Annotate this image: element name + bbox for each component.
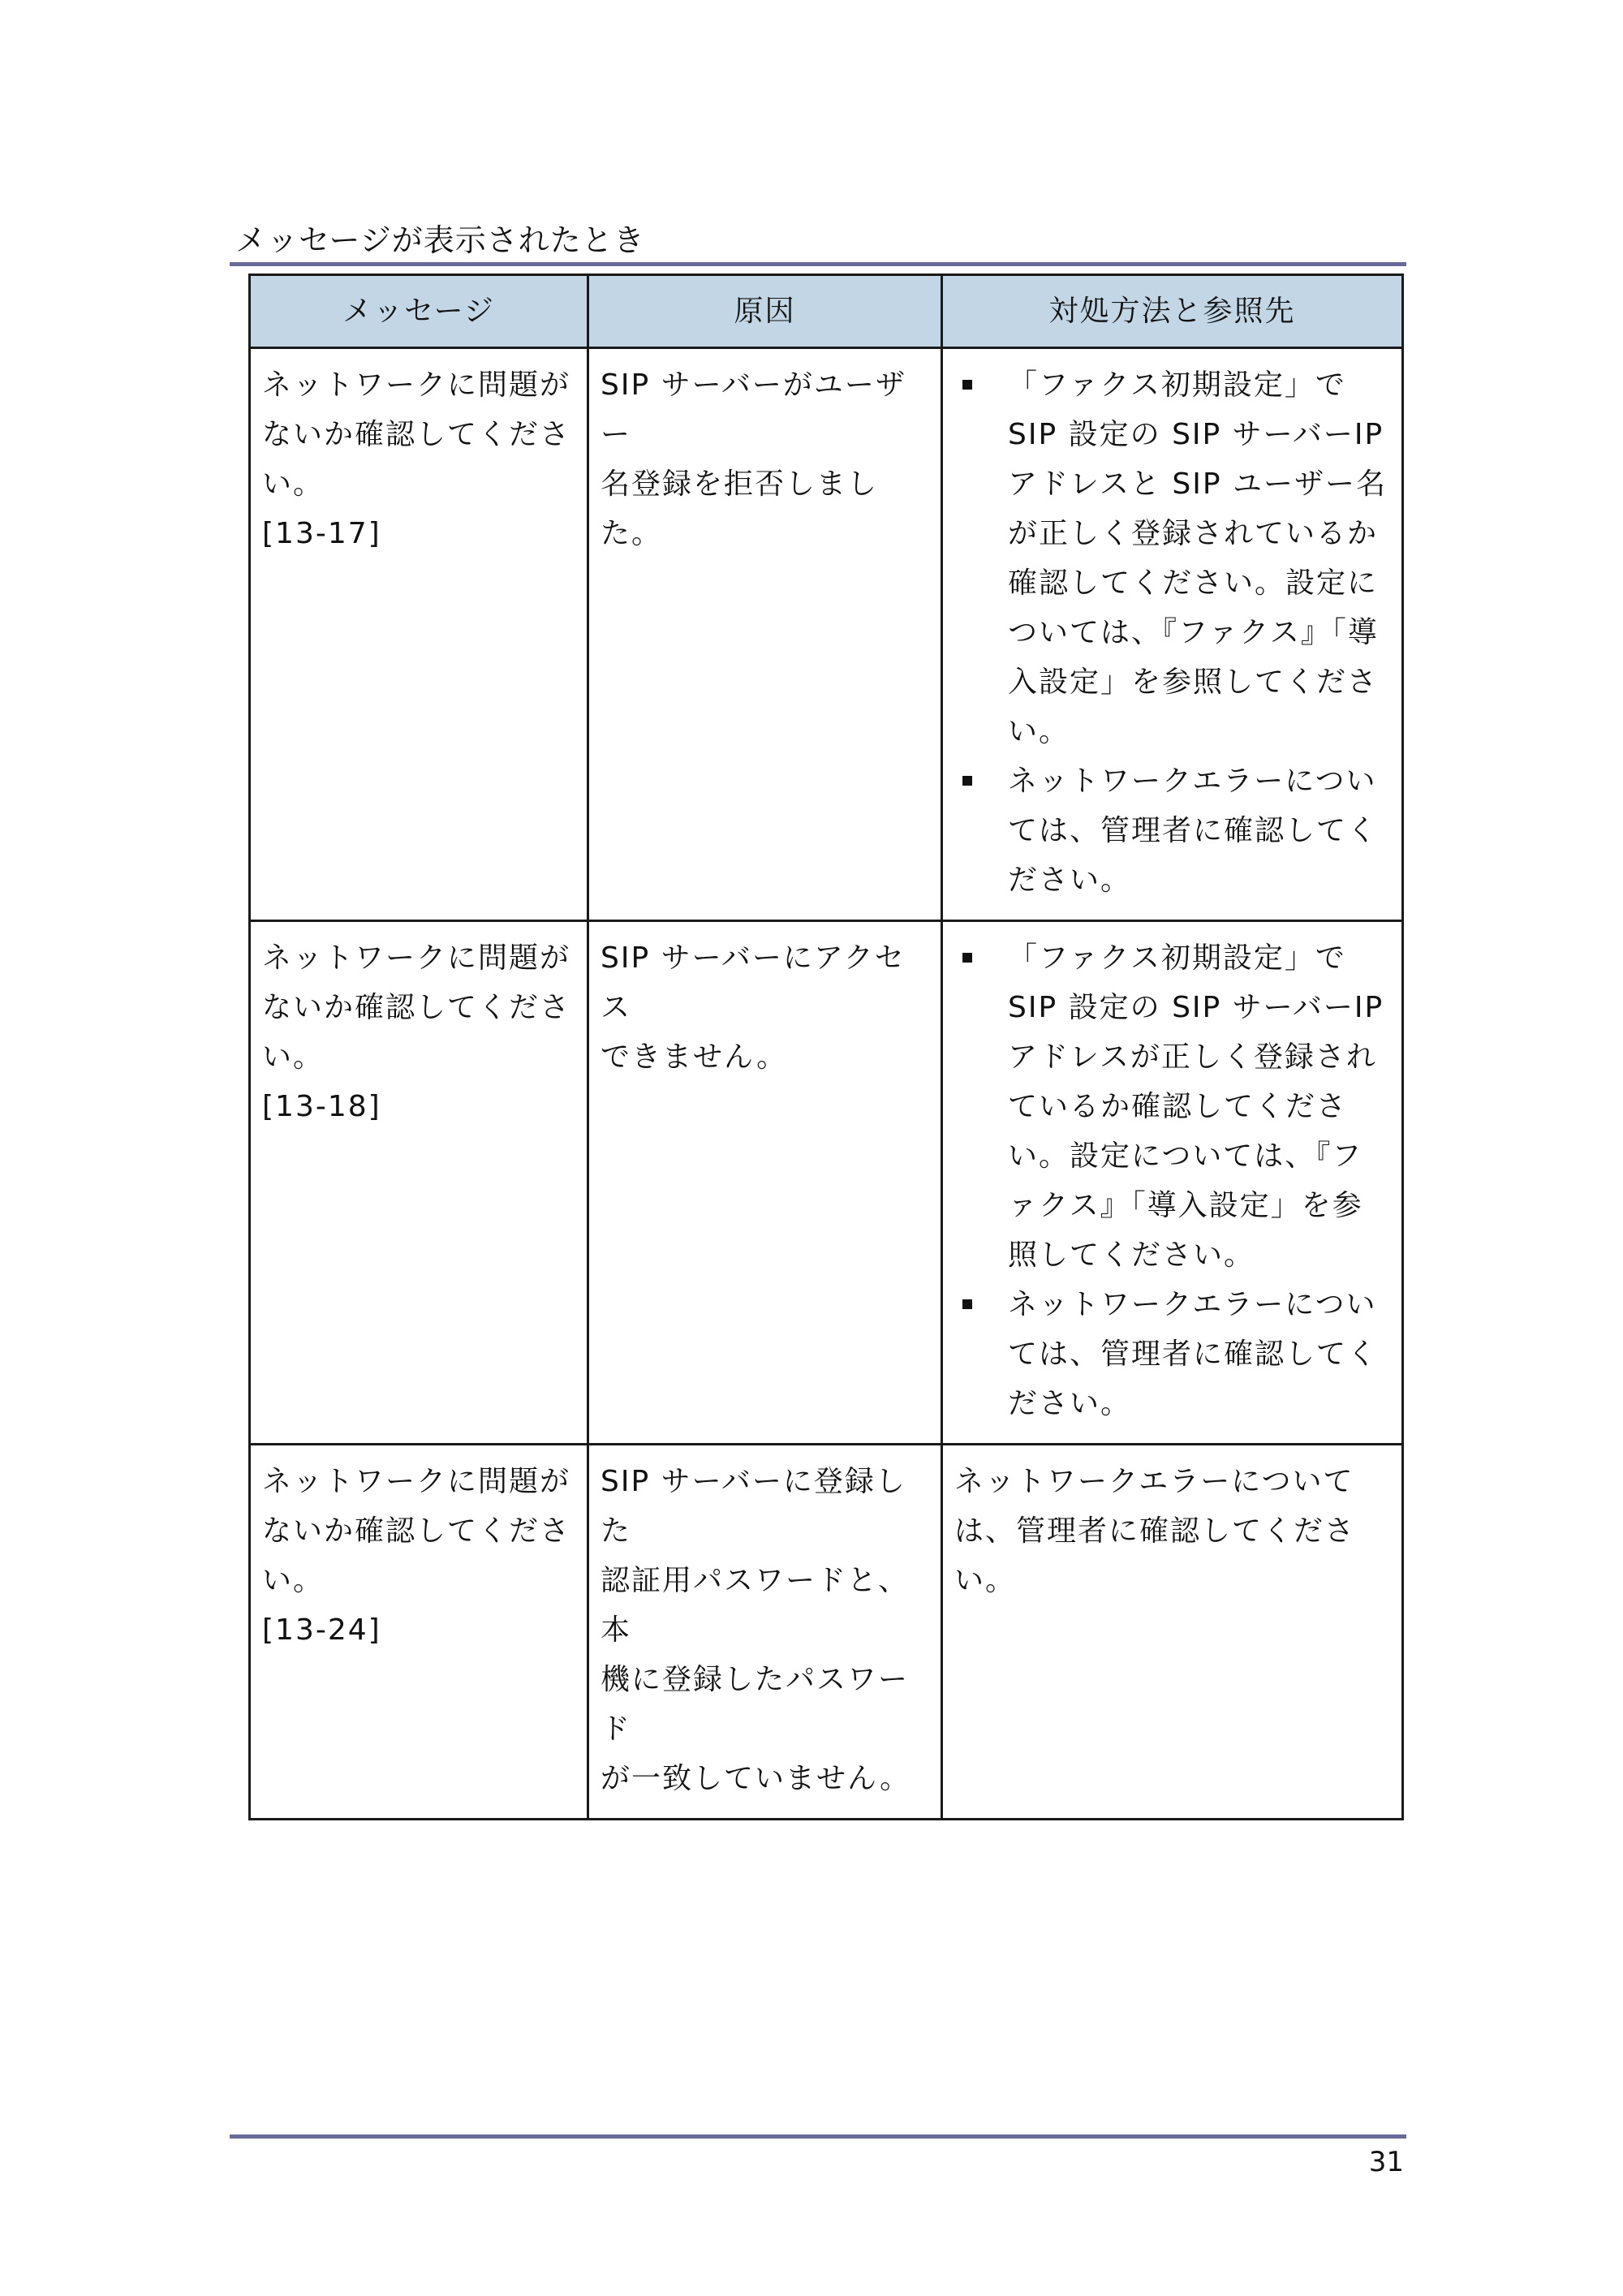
message-line: ネットワークに問題が <box>262 941 571 975</box>
cause-line: SIP サーバーがユーザー <box>601 368 906 451</box>
message-line: ネットワークに問題が <box>262 1465 571 1498</box>
table-row <box>250 1445 1403 1820</box>
message-line: い。 <box>262 1564 325 1597</box>
cause-line: 名登録を拒否しました。 <box>601 467 879 550</box>
column-header-cause: 原因 <box>588 275 942 348</box>
section-heading: メッセージが表示されたとき <box>235 222 645 258</box>
error-code: [13-18] <box>262 1090 381 1123</box>
table-row <box>250 921 1403 1445</box>
action-text: ネットワークエラーについては、管理者に確認してください。 <box>1008 765 1379 897</box>
message-cell <box>250 348 588 921</box>
action-item <box>954 360 1390 756</box>
message-line: い。 <box>262 467 325 501</box>
cause-line: 機に登録したパスワード <box>601 1663 910 1746</box>
square-bullet-icon <box>962 953 972 963</box>
square-bullet-icon <box>962 776 972 786</box>
cause-line: 認証用パスワードと、本 <box>601 1564 910 1647</box>
cause-line: SIP サーバーにアクセス <box>601 941 906 1024</box>
message-line: ないか確認してくださ <box>262 991 571 1024</box>
cause-cell <box>588 921 942 1445</box>
page-number: 31 <box>1368 2146 1404 2178</box>
cause-line: できません。 <box>601 1040 788 1074</box>
message-cell <box>250 1445 588 1820</box>
cause-cell <box>588 1445 942 1820</box>
action-cell <box>942 1445 1403 1820</box>
message-table <box>248 274 1404 1820</box>
action-text: ネットワークエラーについては、管理者に確認してください。 <box>1008 1288 1379 1420</box>
error-code: [13-24] <box>262 1613 381 1647</box>
action-text: 「ファクス初期設定」で SIP 設定の SIP サーバーIP アドレスが正しく登録されているか確認してください。設定については、『ファクス』「導入設定」を参照してください。 <box>1008 941 1384 1272</box>
table-row <box>250 348 1403 921</box>
action-list <box>954 360 1390 905</box>
action-item <box>954 1280 1390 1428</box>
cause-line: が一致していません。 <box>601 1762 911 1795</box>
square-bullet-icon <box>962 1299 972 1309</box>
heading-rule <box>230 262 1406 266</box>
column-header-message: メッセージ <box>250 275 588 348</box>
error-code: [13-17] <box>262 517 381 550</box>
action-item <box>954 933 1390 1280</box>
cause-line: SIP サーバーに登録した <box>601 1465 906 1548</box>
message-line: い。 <box>262 1040 325 1074</box>
action-text: ネットワークエラーについては、管理者に確認してください。 <box>954 1465 1356 1597</box>
action-list <box>954 933 1390 1428</box>
action-cell <box>942 348 1403 921</box>
message-line: ネットワークに問題が <box>262 368 571 402</box>
action-item <box>954 756 1390 905</box>
cause-cell <box>588 348 942 921</box>
action-text: 「ファクス初期設定」で SIP 設定の SIP サーバーIP アドレスと SIP ユーザー名が正しく登録されているか確認してください。設定については、『ファクス』「導入設定」を参照してください。 <box>1008 368 1387 748</box>
footer-rule <box>230 2134 1406 2139</box>
message-cell <box>250 921 588 1445</box>
message-line: ないか確認してくださ <box>262 418 571 451</box>
action-cell <box>942 921 1403 1445</box>
table-header-row <box>250 275 1403 348</box>
column-header-action: 対処方法と参照先 <box>942 275 1403 348</box>
message-line: ないか確認してくださ <box>262 1514 571 1548</box>
square-bullet-icon <box>962 380 972 390</box>
